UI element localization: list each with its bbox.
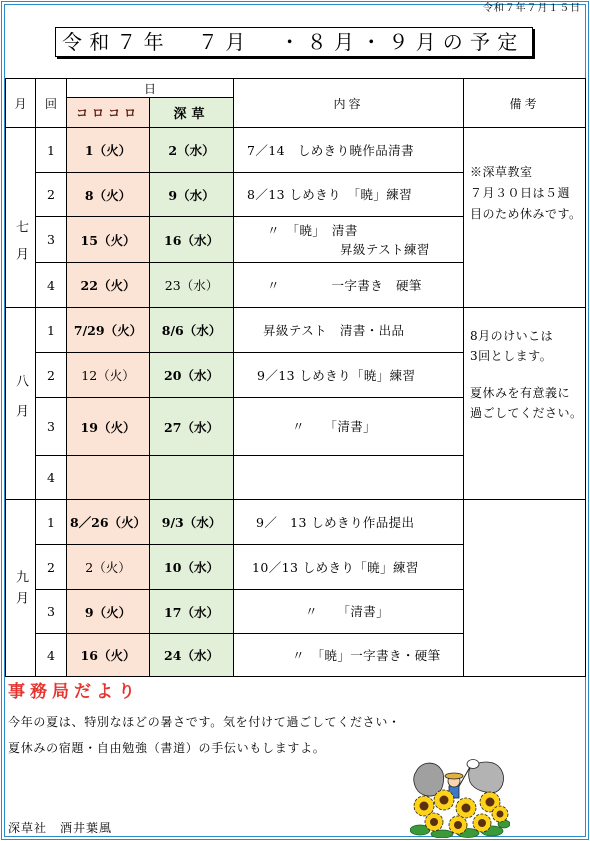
korokoro-date: 16（火） [67, 634, 150, 677]
note-line: 8月のけいこは [470, 329, 554, 343]
session-number: 4 [36, 263, 67, 308]
session-number: 2 [36, 173, 67, 217]
fukakusa-date: 16（水） [150, 217, 234, 263]
korokoro-date: 8（火） [67, 173, 150, 217]
content-cell [234, 398, 464, 456]
content-cell [234, 353, 464, 398]
header-korokoro: コロコロ [67, 98, 150, 128]
content-cell [234, 500, 464, 545]
notes-july [464, 128, 586, 308]
content-line: 昇級テスト 清書・出品 [263, 322, 405, 338]
bulletin-title: 事務局だより [8, 682, 140, 702]
bulletin-line: 夏休みの宿題・自由勉強（書道）の手伝いもしますよ。 [8, 741, 326, 755]
table-row [6, 500, 586, 545]
fukakusa-date: 10（水） [150, 545, 234, 590]
header-session: 回 [36, 79, 67, 128]
content-cell [234, 456, 464, 500]
content-line: 〃 一字書き 硬筆 [267, 277, 422, 293]
schedule-table [5, 78, 586, 677]
fukakusa-date: 20（水） [150, 353, 234, 398]
note-line: 目のため休みです。 [470, 207, 582, 221]
session-number: 1 [36, 128, 67, 173]
session-number: 3 [36, 217, 67, 263]
header-day: 日 [67, 79, 234, 98]
session-number: 2 [36, 545, 67, 590]
month-label: 七月 [13, 220, 28, 274]
session-number: 1 [36, 308, 67, 353]
session-number: 2 [36, 353, 67, 398]
content-cell [234, 308, 464, 353]
note-line: 夏休みを有意義に [470, 386, 571, 400]
sunflower [449, 816, 467, 834]
content-cell [234, 634, 464, 677]
fukakusa-date: 9/3（水） [150, 500, 234, 545]
note-line: 過ごしてください。 [470, 406, 583, 420]
month-cell-september [6, 500, 36, 677]
session-number: 3 [36, 398, 67, 456]
korokoro-date: 15（火） [67, 217, 150, 263]
korokoro-date: 19（火） [67, 398, 150, 456]
sunflower [456, 798, 476, 818]
table-row [6, 128, 586, 173]
content-cell [234, 128, 464, 173]
page-title: 令和７年 ７月 ・８月・９月の予定 [62, 30, 525, 54]
content-cell [234, 263, 464, 308]
note-line: ７月３０日は５週 [470, 186, 571, 200]
session-number: 4 [36, 634, 67, 677]
content-line: 9／ 13 しめきり作品提出 [256, 514, 415, 530]
fukakusa-date: 17（水） [150, 590, 234, 634]
month-label: 八月 [13, 374, 28, 434]
header-content: 内容 [234, 79, 464, 128]
content-line: 9／13 しめきり「暁」練習 [257, 367, 416, 383]
content-line: 〃 「暁」 清書 [267, 222, 358, 238]
content-cell [234, 173, 464, 217]
header-notes: 備考 [464, 79, 586, 128]
korokoro-date: 7/29（火） [67, 308, 150, 353]
korokoro-date: 12（火） [67, 353, 150, 398]
fukakusa-date: 9（水） [150, 173, 234, 217]
fukakusa-date: 8/6（水） [150, 308, 234, 353]
fukakusa-date: 24（水） [150, 634, 234, 677]
content-cell [234, 590, 464, 634]
content-line: 10／13 しめきり「暁」練習 [252, 559, 419, 575]
content-line: 〃 「清書」 [292, 419, 377, 434]
table-row [6, 308, 586, 353]
note-line: ※深草教室 [470, 165, 533, 179]
korokoro-date: 9（火） [67, 590, 150, 634]
sunflower [473, 814, 491, 832]
content-line: 昇級テスト練習 [340, 241, 430, 257]
bulletin-line: 今年の夏は、特別なほどの暑さです。気を付けて過ごしてください・ [8, 715, 401, 729]
korokoro-date: 8／26（火） [67, 500, 150, 545]
content-line: 8／13 しめきり 「暁」練習 [247, 187, 413, 202]
content-cell [234, 545, 464, 590]
header-fukakusa: 深草 [150, 98, 234, 128]
sunflower [414, 796, 434, 816]
sunflower [425, 813, 443, 831]
issue-date: 令和７年７月１５日 [482, 3, 581, 14]
content-line: 7／14 しめきり暁作品清書 [247, 142, 414, 158]
fukakusa-date: 2（水） [150, 128, 234, 173]
header-month: 月 [6, 79, 36, 128]
month-cell-july [6, 128, 36, 308]
fukakusa-date: 27（水） [150, 398, 234, 456]
fukakusa-date [150, 456, 234, 500]
footer-author: 深草社 酒井葉風 [8, 821, 113, 835]
content-line: 〃 「暁」一字書き・硬筆 [292, 647, 441, 663]
sunflower [434, 790, 454, 810]
month-label: 九月 [13, 570, 28, 612]
korokoro-date: 2（火） [67, 545, 150, 590]
content-cell [234, 217, 464, 263]
korokoro-date [67, 456, 150, 500]
korokoro-date: 22（火） [67, 263, 150, 308]
month-cell-august [6, 308, 36, 500]
session-number: 1 [36, 500, 67, 545]
session-number: 3 [36, 590, 67, 634]
title-box [55, 27, 533, 57]
notes-september [464, 500, 586, 677]
notes-august [464, 308, 586, 500]
note-line: 3回とします。 [470, 349, 553, 363]
content-line: 〃 「清書」 [305, 604, 390, 619]
sunflower [492, 806, 508, 822]
session-number: 4 [36, 456, 67, 500]
korokoro-date: 1（火） [67, 128, 150, 173]
fukakusa-date: 23（水） [150, 263, 234, 308]
sunflower-clipart [410, 758, 510, 838]
